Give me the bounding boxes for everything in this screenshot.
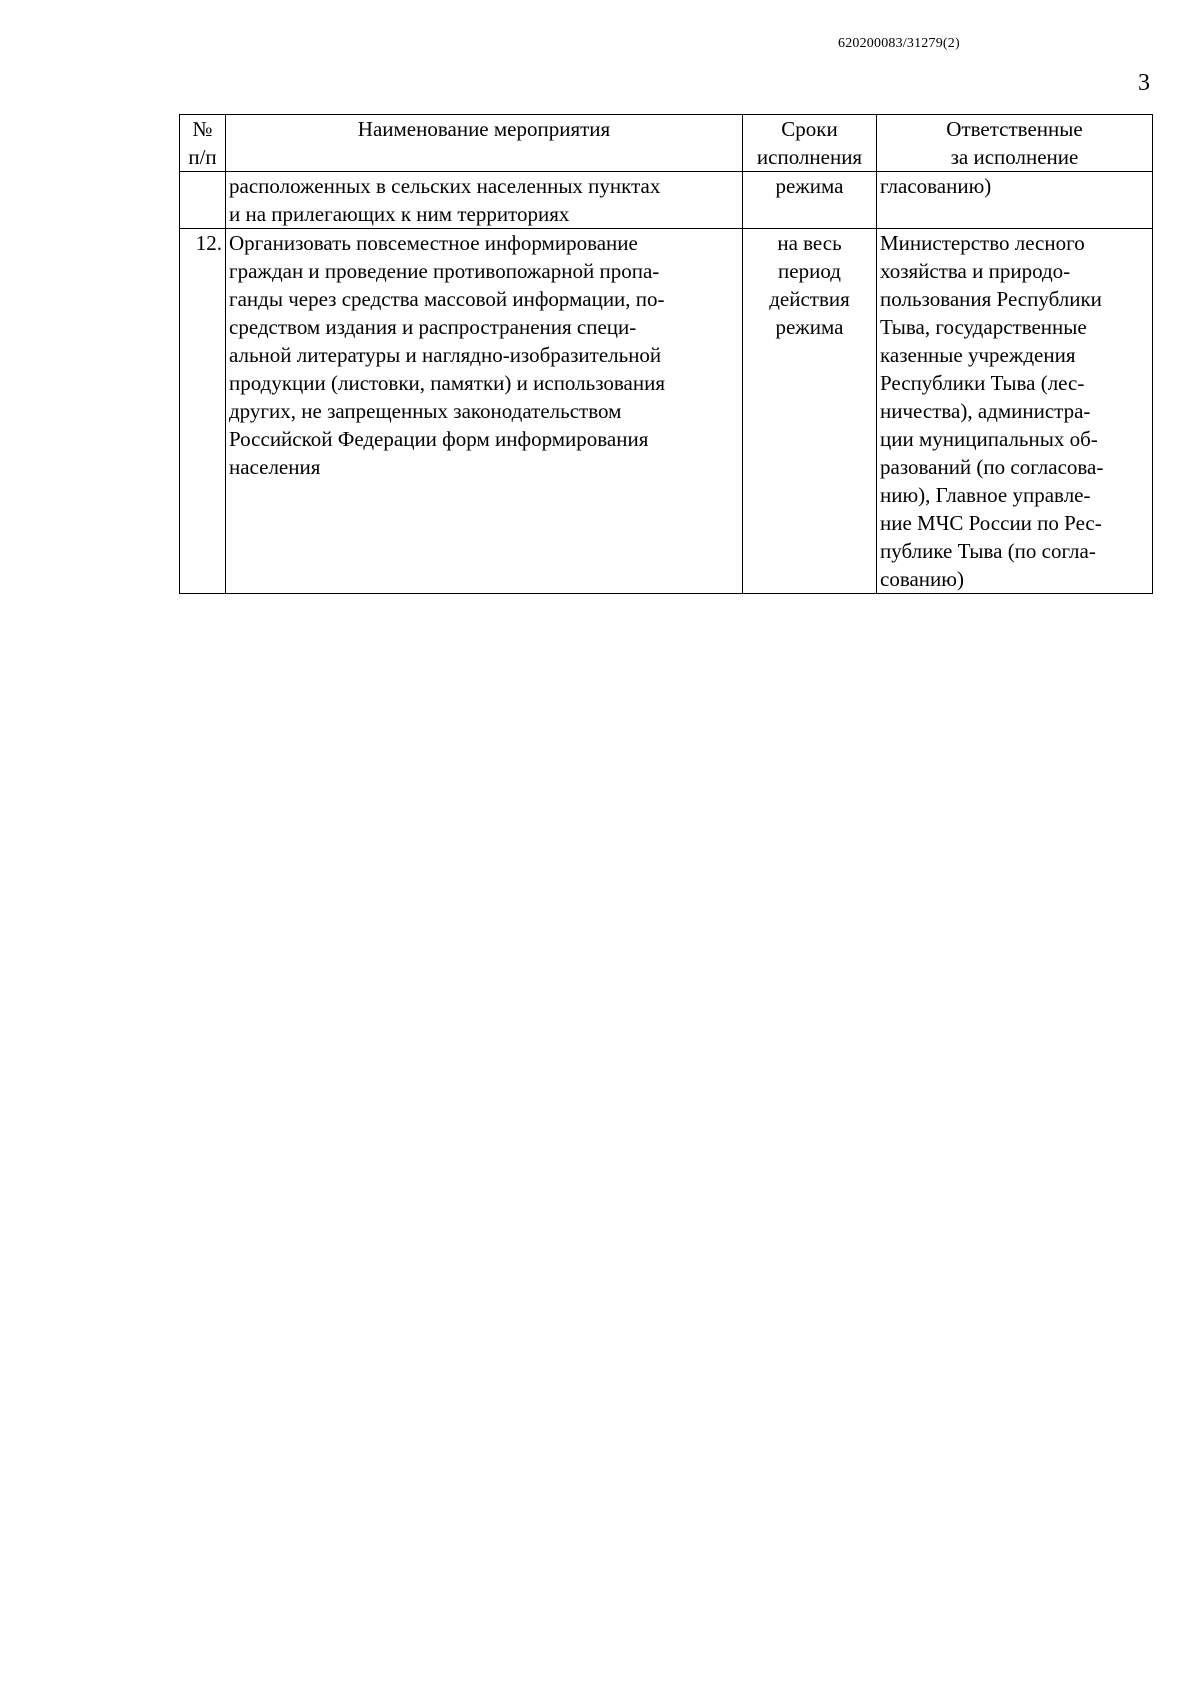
- row-responsible-cell: [877, 229, 1153, 594]
- row-name-cell: [226, 229, 743, 594]
- row-responsible-cell: [877, 172, 1153, 229]
- row-name-line: ганды через средства массовой информации, по-: [229, 287, 665, 311]
- row-name-line: других, не запрещенных законодательством: [229, 399, 622, 423]
- row-responsible-line: Министерство лесного: [880, 231, 1085, 255]
- row-name-line: Российской Федерации форм информирования: [229, 427, 649, 451]
- document-registration-number: 620200083/31279(2): [838, 36, 960, 51]
- row-responsible-line: ничества), администра-: [880, 399, 1091, 423]
- row-term-cell: [743, 172, 877, 229]
- row-term-cell: [743, 229, 877, 594]
- header-term: [743, 115, 877, 172]
- row-term-line: режима: [775, 315, 844, 339]
- row-term-line: период: [778, 259, 841, 283]
- header-term-line: исполнения: [756, 145, 863, 169]
- header-term-line: Сроки: [781, 117, 838, 141]
- row-term-line: на весь: [777, 231, 842, 255]
- row-responsible-line: сованию): [880, 567, 964, 591]
- header-responsible-line: Ответственные: [946, 117, 1083, 141]
- row-term-line: режима: [775, 174, 844, 198]
- row-responsible-line: пользования Республики: [880, 287, 1102, 311]
- row-responsible-line: Республики Тыва (лес-: [880, 371, 1085, 395]
- header-name: [226, 115, 743, 172]
- row-responsible-line: публике Тыва (по согла-: [880, 539, 1096, 563]
- row-term-line: действия: [769, 287, 850, 311]
- table-header-row: [180, 115, 1153, 172]
- row-name-line: населения: [229, 455, 321, 479]
- row-responsible-line: Тыва, государственные: [880, 315, 1087, 339]
- table-row: [180, 229, 1153, 594]
- row-name-cell: [226, 172, 743, 229]
- row-name-line: и на прилегающих к ним территориях: [229, 202, 570, 226]
- header-responsible: [877, 115, 1153, 172]
- row-responsible-line: гласованию): [880, 174, 992, 198]
- events-table: [179, 114, 1153, 594]
- row-name-line: альной литературы и наглядно-изобразительной: [229, 343, 662, 367]
- row-responsible-line: хозяйства и природо-: [880, 259, 1071, 283]
- page-number: 3: [1138, 70, 1150, 96]
- row-name-line: расположенных в сельских населенных пунктах: [229, 174, 661, 198]
- header-responsible-line: за исполнение: [950, 145, 1079, 169]
- header-number-line: п/п: [188, 145, 217, 169]
- table-row: [180, 172, 1153, 229]
- row-name-line: продукции (листовки, памятки) и использования: [229, 371, 665, 395]
- row-responsible-line: ние МЧС России по Рес-: [880, 511, 1102, 535]
- header-number-line: №: [192, 117, 213, 141]
- row-responsible-line: разований (по согласова-: [880, 455, 1104, 479]
- row-name-line: Организовать повсеместное информирование: [229, 231, 638, 255]
- row-number-cell: [180, 172, 226, 229]
- row-responsible-line: казенные учреждения: [880, 343, 1076, 367]
- header-name-text: Наименование мероприятия: [357, 117, 611, 141]
- row-responsible-line: нию), Главное управле-: [880, 483, 1091, 507]
- row-responsible-line: ции муниципальных об-: [880, 427, 1098, 451]
- row-name-line: средством издания и распространения специ-: [229, 315, 637, 339]
- header-number: [180, 115, 226, 172]
- row-number-cell: 12.: [180, 229, 226, 594]
- row-name-line: граждан и проведение противопожарной пропа-: [229, 259, 660, 283]
